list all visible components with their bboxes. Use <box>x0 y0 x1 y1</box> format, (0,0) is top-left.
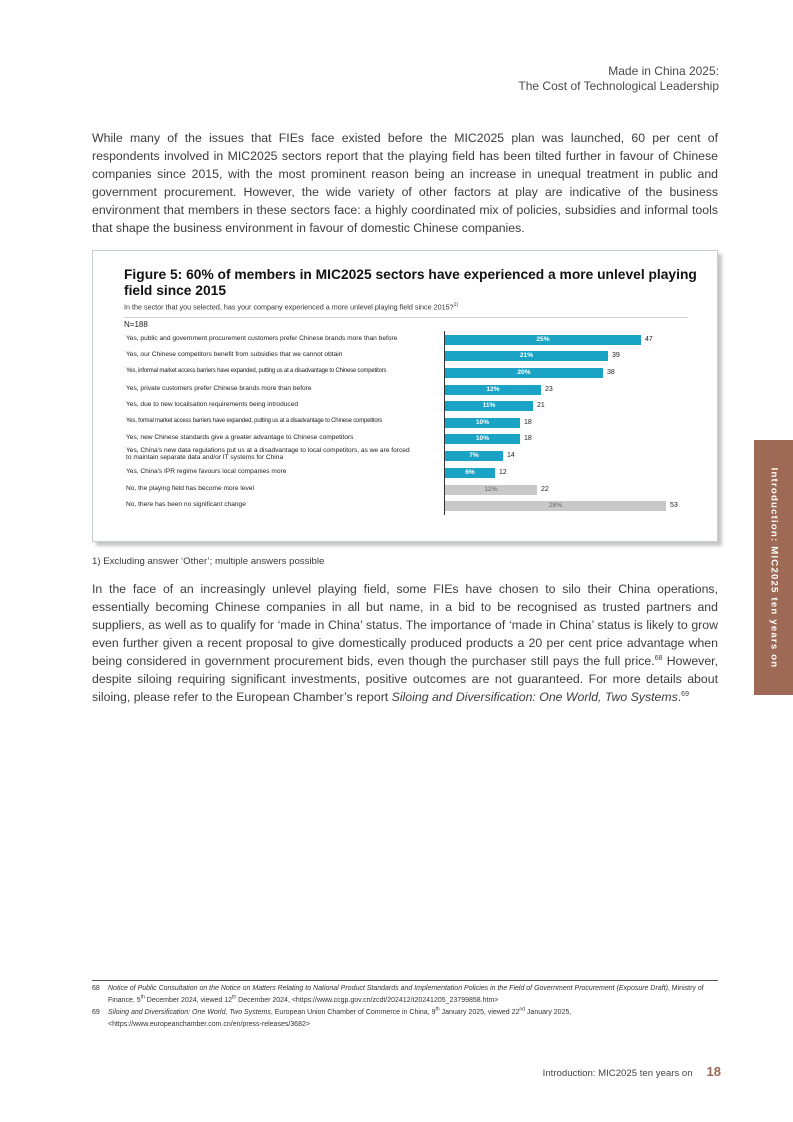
bar-label: Yes, private customers prefer Chinese brands more than before <box>126 385 312 392</box>
ref-69: 69 <box>681 690 689 698</box>
bar-value-label: 12 <box>499 469 507 476</box>
figure-5 <box>92 250 718 542</box>
bar-label: Yes, China's new data regulations put us at a disadvantage to local competitors, as we are forced to maintain separate data and/or IT systems for China <box>126 447 410 461</box>
bar-value-label: 38 <box>607 369 615 376</box>
para2-text-c: . <box>677 690 682 704</box>
figure-footnote: 1) Excluding answer ‘Other’; multiple answers possible <box>92 556 325 567</box>
ref-68: 68 <box>654 654 663 662</box>
bar-value-label: 53 <box>670 502 678 509</box>
footnote-title: Notice of Public Consultation on the Notice on Matters Relating to National Product Standards and Implementation Policies in the Field of Government Procurement (Exposure Draft) <box>108 985 668 992</box>
footnote-part: January 2025, viewed 22 <box>439 1009 520 1016</box>
footnote-text <box>108 1007 718 1031</box>
bar-label: Yes, informal market access barriers have expanded, putting us at a disadvantage to Chinese competitors <box>126 368 387 374</box>
footnote-link[interactable]: December 2024, <https://www.ccgp.gov.cn/zcdt/202412/t20241205_23799858.htm> <box>236 997 499 1004</box>
side-tab-label: Introduction: MIC2025 ten years on <box>768 467 779 668</box>
bar-value-label: 18 <box>524 435 532 442</box>
footer-section: Introduction: MIC2025 ten years on <box>542 1068 693 1079</box>
footnote-sup: nd <box>519 1006 525 1013</box>
bar-label: Yes, due to new localisation requirements being introduced <box>126 401 299 408</box>
bar: 11% <box>445 401 533 411</box>
bar-label: No, there has been no significant change <box>126 501 246 508</box>
bar: 21% <box>445 351 608 361</box>
page-number: 18 <box>706 1064 721 1079</box>
bar-value-label: 14 <box>507 452 515 459</box>
bar: 25% <box>445 335 641 345</box>
bar: 12% <box>445 385 541 395</box>
figure-title: Figure 5: 60% of members in MIC2025 sectors have experienced a more unlevel playing field since 2015 <box>124 267 697 298</box>
bar-value-label: 21 <box>537 402 545 409</box>
figure-subtitle <box>124 302 458 311</box>
bar-label: Yes, our Chinese competitors benefit from subsidies that we cannot obtain <box>126 351 343 358</box>
bar-label: Yes, new Chinese standards give a greater advantage to Chinese competitors <box>126 434 354 441</box>
section-side-tab <box>754 440 793 695</box>
bar-value-label: 18 <box>524 419 532 426</box>
bar: 12% <box>445 485 537 495</box>
running-header <box>518 64 719 94</box>
report-title: Siloing and Diversification: One World, Two Systems <box>391 690 678 704</box>
para2-text-b: However, despite siloing requiring significant investments, positive outcomes are not guaranteed. For more details about siloing, please refer to the European Chamber’s report <box>92 654 718 704</box>
bar: 10% <box>445 418 520 428</box>
footnote-title: Siloing and Diversification: One World, Two Systems <box>108 1009 271 1016</box>
bar-value-label: 47 <box>645 336 653 343</box>
footnote-part: December 2024, viewed 12 <box>144 997 233 1004</box>
bar-label: Yes, public and government procurement customers prefer Chinese brands more than before <box>126 335 398 342</box>
bar-value-label: 23 <box>545 386 553 393</box>
footnote-part: , Ministry of Finance, 5 <box>108 985 704 1004</box>
header-line-2: The Cost of Technological Leadership <box>518 79 719 93</box>
bar-label: Yes, formal market access barriers have expanded, putting us at a disadvantage to Chinese competitors <box>126 418 383 424</box>
bar: 7% <box>445 451 503 461</box>
bar: 28% <box>445 501 666 511</box>
footnote-divider <box>92 980 718 981</box>
bar-label: Yes, China's IPR regime favours local companies more <box>126 468 287 475</box>
footnote-sup: th <box>140 994 145 1001</box>
figure-subtitle-ref: 1) <box>453 302 459 308</box>
bar-label: No, the playing field has become more level <box>126 485 254 492</box>
footnote-sup: th <box>435 1006 440 1013</box>
bar: 20% <box>445 368 603 378</box>
page-footer <box>543 1064 721 1079</box>
figure-divider <box>124 317 688 318</box>
para2-text-a: In the face of an increasingly unlevel playing field, some FIEs have chosen to silo their China operations, essentially becoming Chinese companies in all but name, in a bid to be recognised as trusted partners and suppliers, as well as to qualify for ‘made in China’ status. The importance of ‘made in China’ status is likely to grow even further given a recent proposal to give domestically produced products a 20 per cent price advantage when being considered in government procurement bids, even though the purchaser still pays the full price. <box>92 582 718 668</box>
footnote-text <box>108 983 718 1007</box>
bar: 6% <box>445 468 495 478</box>
footnote-part: , European Union Chamber of Commerce in China, 9 <box>270 1009 436 1016</box>
figure-subtitle-text: In the sector that you selected, has your company experienced a more unlevel playing field since 2015? <box>124 302 454 312</box>
bar-value-label: 22 <box>541 486 549 493</box>
footnote-sup: th <box>232 994 237 1001</box>
body-paragraph-2 <box>92 580 718 706</box>
body-paragraph-1: While many of the issues that FIEs face existed before the MIC2025 plan was launched, 60 per cent of respondents involved in MIC2025 sectors report that the playing field has been tilted further in favour of Chinese companies since 2015, with the most prominent reason being an increase in unequal treatment in public and government procurement. However, the wide variety of other factors at play are indicative of the business environment that members in these sectors face: a highly coordinated mix of policies, subsidies and informal tools that shape the business environment in favour of domestic Chinese companies. <box>92 131 718 235</box>
sample-size-label: N=188 <box>124 320 148 329</box>
bar-value-label: 39 <box>612 352 620 359</box>
bar: 10% <box>445 434 520 444</box>
footnote-number: 68 <box>92 985 100 992</box>
footnote-number: 69 <box>92 1009 100 1016</box>
footnote-link[interactable]: January 2025, <https://www.europeanchamber.com.cn/en/press-releases/3682> <box>108 1009 572 1028</box>
header-line-1: Made in China 2025: <box>608 64 719 78</box>
